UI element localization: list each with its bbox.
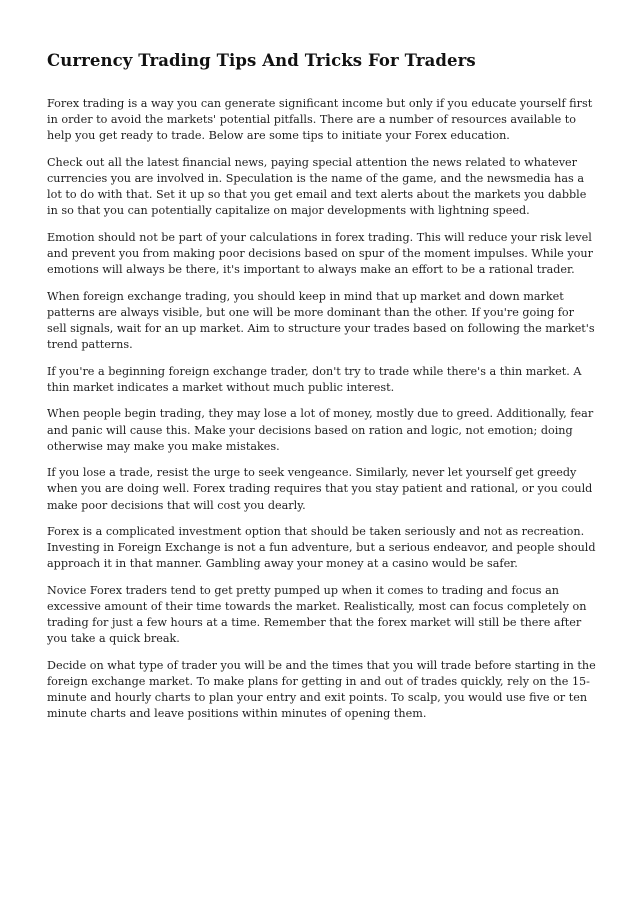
paragraph: Forex trading is a way you can generate significant income but only if you educate yourself first in order to avoid the markets' potential pitfalls. There are a number of resources available to help you get ready to trade. Below are some tips to initiate your Forex education. (47, 97, 593, 143)
paragraph: When people begin trading, they may lose a lot of money, mostly due to greed. Additionally, fear and panic will cause this. Make your decisions based on ration and logic, not emotion; doing otherwise may make you make mistakes. (47, 407, 594, 453)
paragraph: If you lose a trade, resist the urge to seek vengeance. Similarly, never let yourself get greedy when you are doing well. Forex trading requires that you stay patient and rational, or you could make poor decisions that will cost you dearly. (47, 466, 593, 512)
paragraph: Decide on what type of trader you will be and the times that you will trade before starting in the foreign exchange market. To make plans for getting in and out of trades quickly, rely on the 15-minute and hourly charts to plan your entry and exit points. To scalp, you would use five or ten minute charts and leave positions within minutes of opening them. (47, 659, 596, 721)
paragraph: If you're a beginning foreign exchange trader, don't try to trade while there's a thin market. A thin market indicates a market without much public interest. (47, 364, 582, 394)
document-page (47, 50, 597, 733)
paragraph: When foreign exchange trading, you should keep in mind that up market and down market patterns are always visible, but one will be more dominant than the other. If you're going for sell signals, wait for an up market. Aim to structure your trades based on following the market's trend patterns. (47, 289, 595, 351)
paragraph: Forex is a complicated investment option that should be taken seriously and not as recreation. Investing in Foreign Exchange is not a fun adventure, but a serious endeavor, and people should approach it in that manner. Gambling away your money at a casino would be safer. (47, 525, 596, 571)
document-title: Currency Trading Tips And Tricks For Traders (47, 51, 476, 70)
paragraph: Novice Forex traders tend to get pretty pumped up when it comes to trading and focus an excessive amount of their time towards the market. Realistically, most can focus completely on trading for just a few hours at a time. Remember that the forex market will still be there after you take a quick break. (47, 584, 587, 646)
paragraph: Emotion should not be part of your calculations in forex trading. This will reduce your risk level and prevent you from making poor decisions based on spur of the moment impulses. While your emotions will always be there, it's important to always make an effort to be a rational trader. (47, 230, 593, 277)
paragraph: Check out all the latest financial news, paying special attention the news related to whatever currencies you are involved in. Speculation is the name of the game, and the newsmedia has a lot to do with that. Set it up so that you get email and text alerts about the markets you dabble in so that you can potentially capitalize on major developments with lightning speed. (47, 155, 587, 218)
